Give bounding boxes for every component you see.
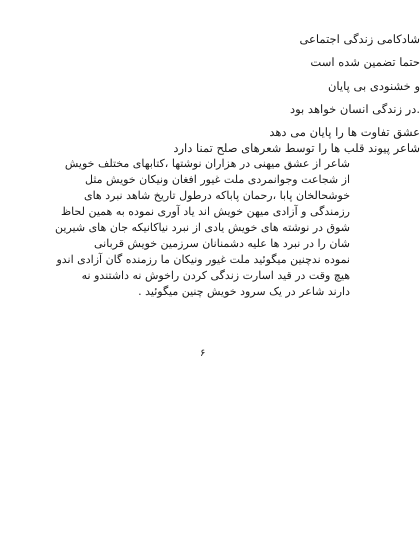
poem-line: حتما تضمین شده است bbox=[310, 55, 420, 69]
prose-line: شوق در نوشته های خویش یادی از نبرد نیاکانیکه جان های شیرین bbox=[55, 221, 350, 234]
prose-line: از شجاعت وجوانمردی ملت غیور افغان ونیکان خویش مثل bbox=[85, 173, 350, 186]
poem-line: .در زندگی انسان خواهد بود bbox=[289, 102, 420, 116]
page-number: ۶ bbox=[200, 348, 206, 359]
poem-line: شادکامی زندگی اجتماعی bbox=[299, 32, 420, 46]
prose-line: نموده ندچنین میگوئید ملت غیور ونیکان ما رزمنده گان آزادی اندو bbox=[56, 253, 350, 266]
prose-paragraph bbox=[55, 156, 350, 300]
poem-line-last: شاعر پیوند قلب ها را توسط شعرهای صلح تمنا دارد bbox=[173, 141, 420, 155]
prose-line: هیچ وقت در قید اسارت زندگی کردن راخوش نه داشتندو نه bbox=[81, 269, 350, 282]
poem-line: عشق تفاوت ها را پایان می دهد bbox=[269, 125, 420, 139]
prose-line: شاعر از عشق میهنی در هزاران نوشتها ،کتابهای مختلف خویش bbox=[64, 157, 350, 170]
prose-line: شان را در نبرد ها علیه دشمنانان سرزمین خویش قربانی bbox=[94, 237, 350, 250]
prose-line: دارند شاعر در یک سرود خویش چنین میگوئید . bbox=[138, 285, 350, 298]
prose-line: رزمندگی و آزادی میهن خویش اند یاد آوری نموده به همین لحاظ bbox=[61, 205, 350, 218]
prose-line: خوشحالخان پابا ،رحمان پاباکه درطول تاریخ شاهد نبرد های bbox=[83, 189, 350, 202]
poem-line: و خشنودی بی پایان bbox=[327, 79, 420, 93]
